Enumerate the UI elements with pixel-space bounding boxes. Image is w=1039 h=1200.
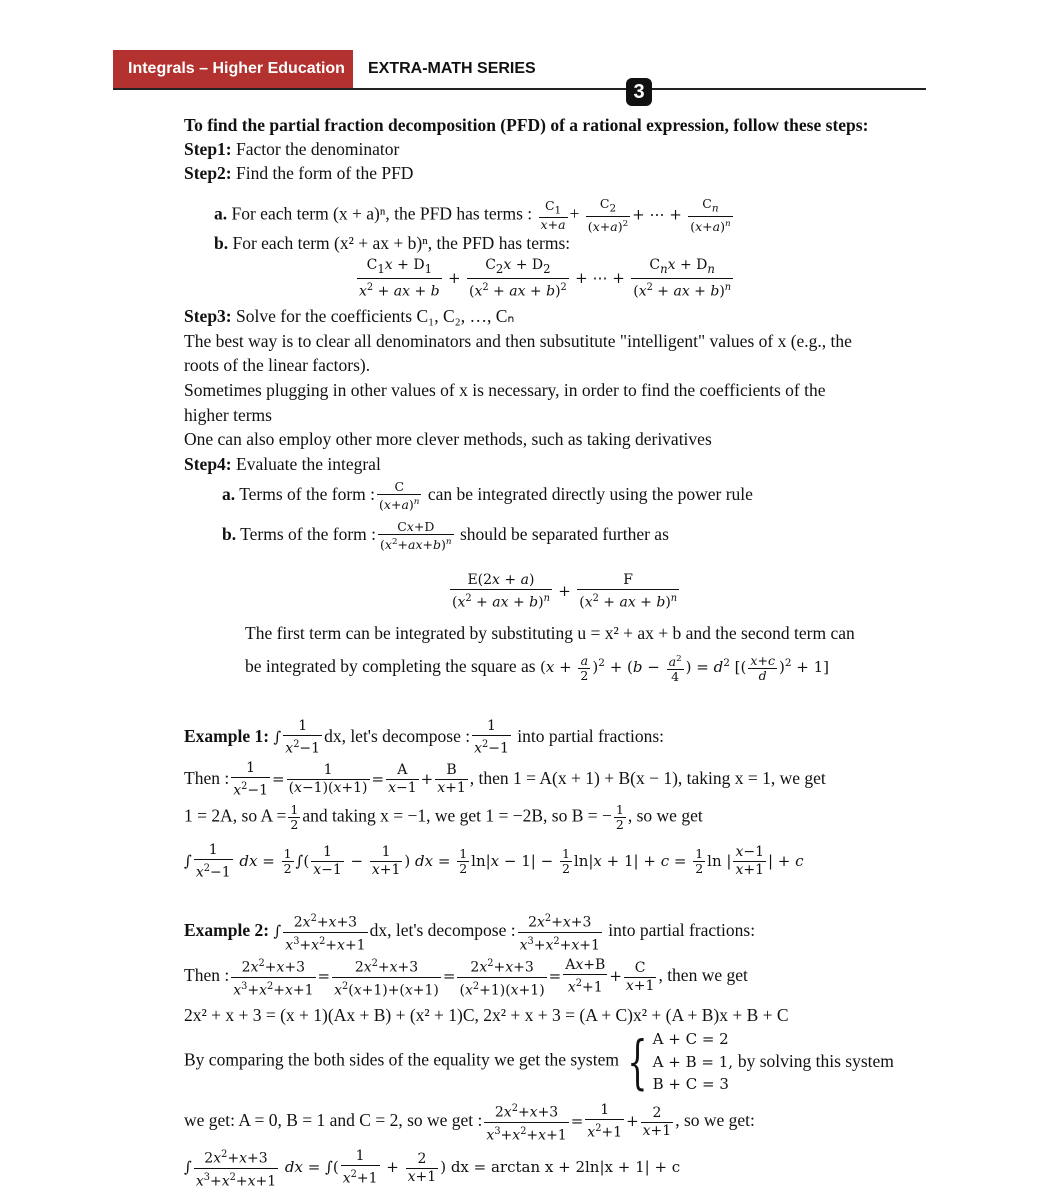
intro-heading: To find the partial fraction decomposition (PFD) of a rational expression, follow these steps: — [184, 115, 869, 135]
step3-p2b: higher terms — [184, 405, 272, 425]
step4-b — [222, 520, 669, 552]
ex2-solution: we get: A = 0, B = 1 and C = 2, so we get : $\frac{2x^2+x+3}{x^3+x^2+x+1}$ = $\frac{1}{x^2+1}$ + $\frac{2}{x+1}$ , so we get: — [184, 1100, 755, 1144]
ex1-decompose: dx, let's decompose : — [324, 725, 471, 746]
ex1-into: into partial fractions: — [517, 725, 665, 746]
example2-label: Example 2: — [184, 920, 270, 941]
ex1-decomposition: $\frac{1}{x^2-1}$ = $\frac{1}{(x-1)(x+1)}$ = $\frac{A}{x-1}$ + $\frac{B}{x+1}$ — [233, 760, 466, 799]
ex2-compare: By comparing the both sides of the equality we get the system — [184, 1049, 619, 1070]
step4-a — [222, 480, 753, 512]
split-term-1: $\frac{E(2x + a)}{(x^2 + ax + b)^n}$ — [452, 572, 550, 611]
step4-p2: be integrated by completing the square as — [245, 656, 536, 677]
example1-line2: 1 = 2A, so A = $\frac{1}{2}$ and taking x = −1, we get 1 = −2B, so B = − $\frac{1}{2}$ , so we get — [184, 802, 703, 832]
ex1-then-label: Then : — [184, 767, 230, 788]
ex2-soweget: , so we get: — [675, 1110, 755, 1131]
step3-p2a: Sometimes plugging in other values of x is necessary, in order to find the coefficients of the — [184, 380, 826, 400]
step2-label: Step2: — [184, 163, 232, 183]
example1-then — [184, 760, 826, 800]
example1-label: Example 1: — [184, 725, 270, 746]
step3-p3: One can also employ other more clever methods, such as taking derivatives — [184, 429, 712, 449]
step4-split-terms: $\frac{E(2x + a)}{(x^2 + ax + b)^n}$ + $\frac{F}{(x^2 + ax + b)^n}$ — [452, 572, 678, 611]
ex1-fraction: $\frac{1}{x^2-1}$ — [474, 718, 509, 757]
ex2-then-tail: , then we get — [658, 965, 748, 986]
step2-b — [214, 232, 570, 254]
ex2-decomposition: $\frac{2x^2+x+3}{x^3+x^2+x+1}$ = $\frac{2x^2+x+3}{x^2(x+1)+(x+1)}$ = $\frac{2x^2+x+3}{(x^2+1)(x+1)}$ = $\frac{Ax+B}{x^2+1}$ + $\frac{C}{x+1}$ — [229, 967, 658, 985]
step3-p1b: roots of the linear factors). — [184, 355, 371, 375]
step3 — [184, 305, 514, 327]
ex1-line2-a: 1 = 2A, so A = — [184, 805, 287, 826]
ex2-solving: by solving this system — [737, 1051, 894, 1071]
step1-label: Step1: — [184, 139, 232, 159]
ex1-line2-b: and taking x = −1, we get 1 = −2B, so B = − — [302, 805, 612, 826]
left-brace-icon: { — [627, 1027, 648, 1096]
step4-b-fraction: $\frac{Cx+D}{(x^2+ax+b)^n}$ — [380, 519, 452, 553]
step4 — [184, 453, 381, 475]
step1 — [184, 138, 399, 160]
step4-a-fraction: $\frac{C}{(x+a)^n}$ — [379, 479, 420, 513]
step2-b-label: b. — [214, 233, 229, 253]
pfd-linear-term-n: $\frac{C_n}{(x+a)^n}$ — [690, 196, 731, 234]
step2-a: a. For each term (x + a)ⁿ, the PFD has terms : $\frac{C_1}{x+a}$ + $\frac{C_2}{(x+a)^2}$ + ⋯ + $\frac{C_n}{(x+a)^n}$ — [214, 196, 731, 234]
ex2-then-label: Then : — [184, 965, 230, 986]
example1-result: ∫ $\frac{1}{x^2-1}$ dx = $\frac{1}{2}$ ∫( $\frac{1}{x-1}$ − $\frac{1}{x+1}$ ) dx = $\frac{1}{2}$ ln|x − 1| − $\frac{1}{2}$ ln|x + 1| + c = $\frac{1}{2}$ ln | $\frac{x-1}{x+1}$ | + c — [184, 842, 804, 881]
example1-heading: Example 1: ∫ $\frac{1}{x^2-1}$ dx, let's decompose : $\frac{1}{x^2-1}$ into partial fractions: — [184, 718, 665, 757]
ex2-result-line: ∫ $\frac{2x^2+x+3}{x^3+x^2+x+1}$ dx = ∫( $\frac{1}{x^2+1}$ + $\frac{2}{x+1}$ ) dx = arctan x + 2ln|x + 1| + c — [184, 1146, 680, 1190]
ex1-line2-c: , so we get — [627, 805, 703, 826]
section-title: Integrals – Higher Education — [128, 60, 345, 77]
pfd-linear-term-1: $\frac{C_1}{x+a}$ — [540, 197, 566, 233]
step2-a-text: For each term (x + a)ⁿ, the PFD has terms : — [231, 203, 533, 224]
step3-label: Step3: — [184, 306, 232, 326]
example2-heading: Example 2: ∫ $\frac{2x^2+x+3}{x^3+x^2+x+1}$ dx, let's decompose : $\frac{2x^2+x+3}{x^3+x^2+x+1}$ into partial fractions: — [184, 910, 755, 954]
ex1-line1-tail: , then 1 = A(x + 1) + B(x − 1), taking x = 1, we get — [469, 767, 826, 788]
step1-text: Factor the denominator — [236, 139, 400, 159]
ex2-identity: 2x² + x + 3 = (x + 1)(Ax + B) + (x² + 1)C, 2x² + x + 3 = (A + C)x² + (A + B)x + B + C — [184, 1005, 789, 1025]
step2-text: Find the form of the PFD — [236, 163, 414, 183]
step4-b-text: Terms of the form : — [240, 524, 376, 545]
ex1-integrand: $\frac{1}{x^2-1}$ — [285, 718, 321, 757]
completing-square-formula: (x + $\frac{a}{2}$ )$^2$ + (b − $\frac{a^2}{4}$ ) = $d^2$ [( $\frac{x+c}{d}$ )$^2$ + 1] — [539, 652, 829, 685]
split-term-2: $\frac{F}{(x^2 + ax + b)^n}$ — [579, 572, 678, 611]
ex2-decompose: dx, let's decompose : — [369, 920, 516, 941]
pfd-linear-term-2: $\frac{C_2}{(x+a)^2}$ — [587, 196, 629, 234]
pfd-quadratic-term-n: $C_nx + D_n$ ($x^2$ + ax + b)$^n$ — [633, 257, 732, 300]
pfd-quadratic-terms: $\frac{C_1x + D_1}{x^2 + ax + b}$ + $\frac{C_2x + D_2}{(x^2 + ax + b)^2}$ + ⋯ + $C_nx + D_n$ ($x^2$ + ax + b)$^n$ — [359, 257, 732, 300]
example2-then — [184, 955, 748, 999]
step2-b-text: For each term (x² + ax + b)ⁿ, the PFD has terms: — [232, 233, 571, 253]
ex2-integrand: $\frac{2x^2+x+3}{x^3+x^2+x+1}$ — [283, 910, 367, 954]
step4-p2-line — [245, 652, 829, 684]
sys-eq-2-row — [653, 1050, 894, 1073]
step4-text: Evaluate the integral — [236, 454, 381, 474]
pfd-quadratic-term-2: $\frac{C_2x + D_2}{(x^2 + ax + b)^2}$ — [468, 257, 567, 300]
pfd-quadratic-term-1: $\frac{C_1x + D_1}{x^2 + ax + b}$ — [359, 257, 440, 300]
ex2-system — [653, 1028, 894, 1095]
step3-p1a: The best way is to clear all denominators and then subsutitute "intelligent" values of x (e.g., the — [184, 331, 852, 351]
section-header-bar — [113, 50, 353, 88]
step4-p1: The first term can be integrated by substituting u = x² + ax + b and the second term can — [245, 623, 855, 643]
step3-text: Solve for the coefficients C₁, C₂, …, Cₙ — [236, 306, 515, 326]
step4-b-after: should be separated further as — [459, 524, 669, 545]
step2-a-label: a. — [214, 203, 228, 224]
header-rule — [113, 88, 926, 90]
step4-label: Step4: — [184, 454, 232, 474]
series-title: EXTRA-MATH SERIES — [368, 60, 536, 77]
ex2-weget: we get: A = 0, B = 1 and C = 2, so we get : — [184, 1110, 483, 1131]
ex2-fraction: $\frac{2x^2+x+3}{x^3+x^2+x+1}$ — [518, 910, 602, 954]
ex2-result: dx = arctan x + 2ln|x + 1| + c — [450, 1158, 681, 1177]
step4-a-label: a. — [222, 484, 236, 505]
ex2-into: into partial fractions: — [608, 920, 756, 941]
page-number-badge: 3 — [626, 78, 652, 106]
step4-a-after: can be integrated directly using the power rule — [427, 484, 753, 505]
sys-eq-1: A + C = 2 — [652, 1030, 729, 1048]
step4-a-text: Terms of the form : — [239, 484, 376, 505]
step4-b-label: b. — [222, 524, 237, 545]
sys-eq-2: A + B = 1, — [652, 1053, 734, 1071]
ex2-system-line — [184, 1028, 894, 1095]
step2 — [184, 162, 413, 184]
sys-eq-3: B + C = 3 — [652, 1075, 729, 1093]
